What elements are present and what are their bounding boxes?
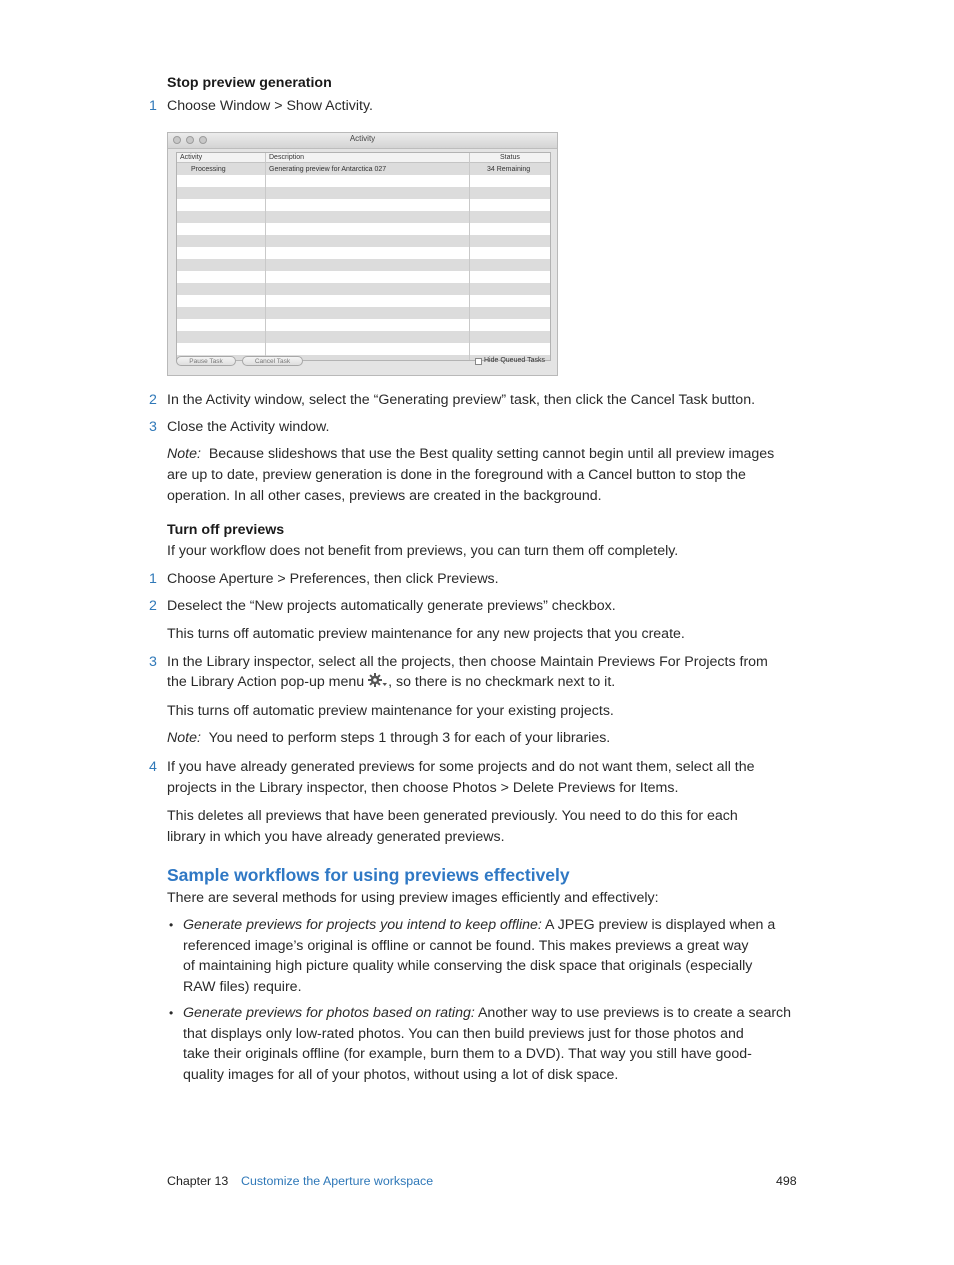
section-title-sample-workflows: Sample workflows for using previews effectively [167,865,570,885]
section-heading-stop-preview: Stop preview generation [167,75,332,91]
step-text: Choose Aperture > Preferences, then click Previews. [167,571,499,587]
step-number: 2 [149,598,157,614]
column-header-description[interactable]: Description [269,154,305,161]
bullet-line: Generate previews for photos based on rating: Another way to use previews is to create a search [183,1005,792,1021]
table-header [177,153,550,163]
note-label: Note: [167,730,201,746]
step-number: 2 [149,392,157,408]
footer-chapter-link[interactable]: Customize the Aperture workspace [241,1174,434,1188]
step-number: 3 [149,419,157,435]
step-text: In the Library inspector, select all the projects, then choose Maintain Previews For Projects from [167,654,768,670]
step-followup: This deletes all previews that have been generated previously. You need to do this for each [167,808,738,824]
status-cell: 34 Remaining [487,166,531,173]
window-title: Activity [349,134,376,143]
note-label: Note: [167,446,201,462]
step-text: In the Activity window, select the “Generating preview” task, then click the Cancel Task button. [167,392,756,408]
gear-icon [368,673,388,688]
step-text: the Library Action pop-up menu , so there is no checkmark next to it. [167,674,616,690]
step-number: 1 [149,98,157,114]
step-followup: library in which you have already generated previews. [167,829,505,845]
step-text: If you have already generated previews for some projects and do not want them, select all the [167,759,755,775]
bullet-marker: • [169,918,174,932]
bullet-line: RAW files) require. [183,979,302,995]
activity-table [176,152,551,361]
section-intro: If your workflow does not benefit from previews, you can turn them off completely. [167,543,679,559]
hide-queued-label: Hide Queued Tasks [484,357,545,364]
bullet-line: Generate previews for projects you intend to keep offline: A JPEG preview is displayed when a [183,917,776,933]
bullet-line: of maintaining high picture quality while conserving the disk space that originals (especially [183,958,753,974]
bullet-line: quality images for all of your photos, without using a lot of disk space. [183,1067,619,1083]
step-number: 3 [149,654,157,670]
pause-task-button[interactable]: Pause Task [176,356,236,366]
description-cell: Generating preview for Antarctica 027 [269,166,387,173]
step-text: Choose Window > Show Activity. [167,98,373,114]
activity-cell: Processing [191,166,226,173]
window-titlebar [168,133,557,149]
bullet-line: referenced image’s original is offline or cannot be found. This makes previews a great way [183,938,749,954]
step-number: 1 [149,571,157,587]
step-number: 4 [149,759,157,775]
cancel-task-button[interactable]: Cancel Task [242,356,303,366]
table-row[interactable] [177,163,550,175]
step-followup: This turns off automatic preview maintenance for your existing projects. [167,703,614,719]
step-text: Close the Activity window. [167,419,330,435]
column-header-activity[interactable]: Activity [180,154,203,161]
page-number: 498 [776,1174,797,1188]
bullet-line: that displays only low-rated photos. You can then build previews just for those photos and [183,1026,744,1042]
step-text: Deselect the “New projects automatically generate previews” checkbox. [167,598,616,614]
note-line: Note: Because slideshows that use the Best quality setting cannot begin until all preview images [167,446,775,462]
hide-queued-checkbox[interactable] [475,358,482,365]
step-text: projects in the Library inspector, then choose Photos > Delete Previews for Items. [167,780,679,796]
note-line: Note: You need to perform steps 1 through 3 for each of your libraries. [167,730,611,746]
activity-window-screenshot [167,132,558,376]
section-intro: There are several methods for using preview images efficiently and effectively: [167,890,659,906]
bullet-line: take their originals offline (for example, burn them to a DVD). That way you still have good- [183,1046,752,1062]
section-heading-turn-off: Turn off previews [167,522,285,538]
bullet-marker: • [169,1006,174,1020]
note-line: are up to date, preview generation is done in the foreground with a Cancel button to stop the [167,467,746,483]
column-header-status[interactable]: Status [500,154,520,161]
note-line: operation. In all other cases, previews are created in the background. [167,488,602,504]
step-followup: This turns off automatic preview maintenance for any new projects that you create. [167,626,685,642]
footer-chapter: Chapter 13 [167,1174,229,1188]
